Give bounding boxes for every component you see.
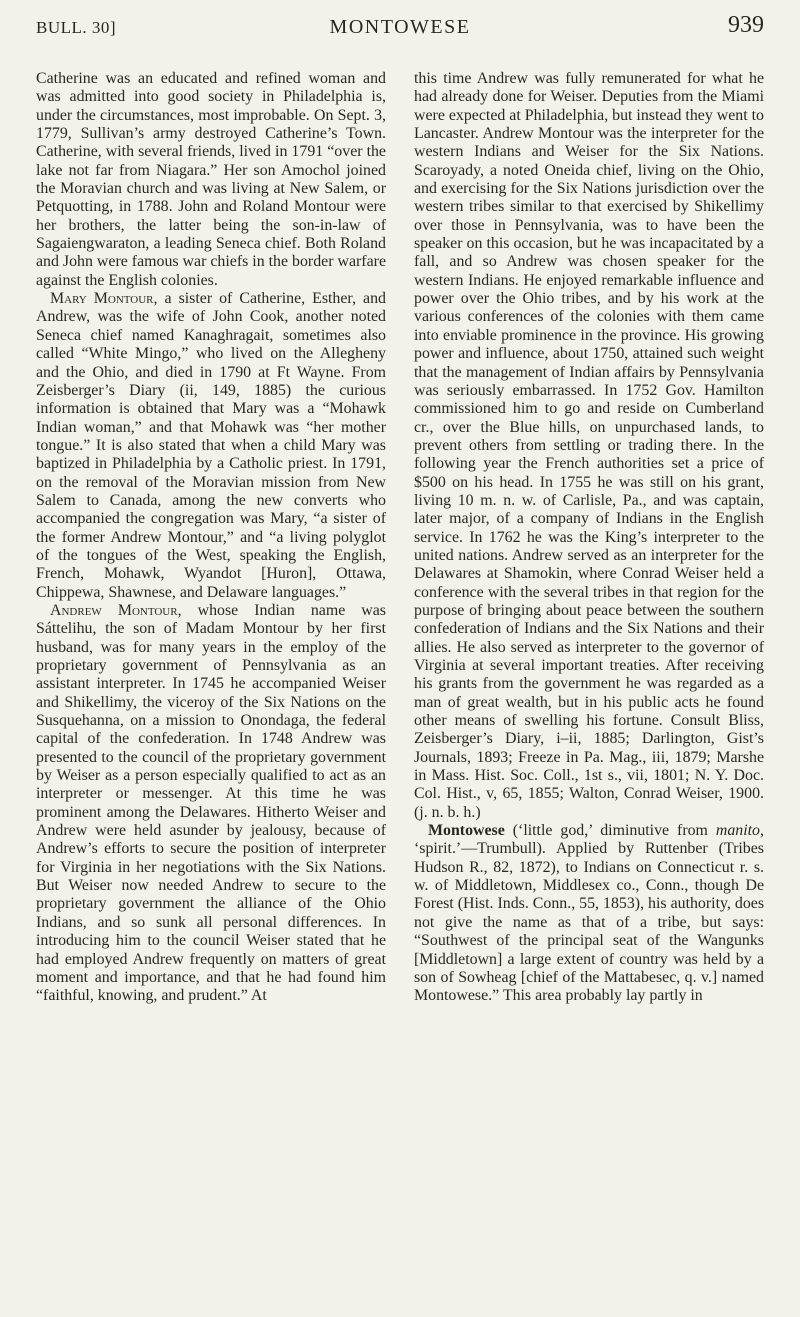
running-header [36, 10, 764, 50]
paragraph-mary-montour [36, 290, 386, 602]
paragraph-body: a sister of Catherine, Esther, and Andrew, was the wife of John Cook, another noted Seneca chief named Kanaghragait, sometimes also called “White Mingo,” who lived on the Allegheny and the Ohio, and died in 1790 at Ft Wayne. From Zeisberger’s Diary (ii, 149, 1885) the curious information is obtained that Mary was a “Mohawk Indian woman,” and that Mohawk was “her mother tongue.” It is also stated that when a child Mary was baptized in Philadelphia by a Catholic priest. In 1791, on the removal of the Moravian mission from New Salem to Canada, among the new converts who accompanied the congregation was Mary, “a sister of the former Andrew Montour,” and “a living polyglot of the tongues of the West, speaking the English, French, Mohawk, Wyandot [Huron], Ottawa, Chippewa, Shawnese, and Delaware languages.” [36, 290, 386, 601]
paragraph-body: (‘little god,’ diminutive from [504, 822, 716, 840]
right-column [414, 70, 764, 1302]
bulletin-number: BULL. 30] [36, 18, 117, 37]
paragraph-body: whose Indian name was Sáttelihu, the son of Madam Montour by her first husband, was for many years in the employ of the proprietary government of Pennsylvania as an assistant interpreter. In 1745 he accompanied Weiser and Shikellimy, the viceroy of the Six Nations on the Susquehanna, on a mission to Onondaga, the federal capital of the confederation. In 1748 Andrew was presented to the council of the proprietary government by Weiser as a person especially qualified to act as an interpreter or messenger. At this time he was prominent among the Delawares. Hitherto Weiser and Andrew were held asunder by jealousy, because of Andrew’s efforts to secure the position of interpreter for Virginia in her negotiations with the Six Nations. But Weiser now needed Andrew to secure to the proprietary government the alliance of the Ohio Indians, and so sunk all personal differences. In introducing him to the council Weiser stated that he had employed Andrew frequently on matters of great moment and importance, and that he had found him “faithful, knowing, and prudent.” At [36, 601, 386, 1005]
left-column [36, 70, 386, 1302]
italic-term: manito [715, 822, 761, 840]
entry-heading-andrew: Andrew Montour, [50, 601, 182, 619]
page-number: 939 [728, 12, 764, 38]
paragraph-catherine: Catherine was an educated and refined woman and was admitted into good society in Philadelphia is, under the circumstances, most improbable. On Sept. 3, 1779, Sullivan’s army destroyed Catherine’s Town. Catherine, with several friends, lived in 1791 “over the lake not far from Niagara.” Her son Amochol joined the Moravian church and was living at New Salem, or Petquotting, in 1788. John and Roland Montour were her brothers, the latter being the son-in-law of Sagaiengwaraton, a leading Seneca chief. Both Roland and John were famous war chiefs in the border warfare against the English colonies. [36, 70, 386, 289]
paragraph-andrew-continued: this time Andrew was fully remunerated for what he had already done for Weiser. Deputies from the Miami were expected at Philadelphia, but instead they went to Lancaster. Andrew Montour was the interpreter for the western Indians and Weiser for the Six Nations. Scaroyady, a noted Oneida chief, living on the Ohio, and exercising for the Six Nations jurisdiction over the western tribes similar to that exercised by Shikellimy over those in Pennsylvania, was to have been the speaker on this occasion, but he was incapacitated by a fall, and so Andrew was chosen speaker for the western Indians. He enjoyed remarkable influence and power over the Ohio tribes, and by his work at the various conferences of the colonies with them came into enviable prominence in the province. His growing power and influence, about 1750, attained such weight that the management of Indian affairs by Pennsylvania was seriously embarrassed. In 1752 Gov. Hamilton commissioned him to go and reside on Cumberland cr., over the Blue hills, on unpurchased lands, to prevent others from settling or trading there. In the following year the French authorities set a price of $500 on his head. In 1755 he was still on his grant, living 10 m. n. w. of Carlisle, Pa., and was captain, later major, of a company of Indians in the English service. In 1762 he was the King’s interpreter to the united nations. Andrew served as an interpreter for the Delawares at Shamokin, where Conrad Weiser held a conference with the several tribes in that region for the purpose of bringing about peace between the southern confederation of Indians and the Six Nations and their allies. He also served as interpreter to the governor of Virginia at several important treaties. After receiving his grants from the government he was regarded as a man of great wealth, but in his public acts he found other means of swelling his fortune. Consult Bliss, Zeisberger’s Diary, i–ii, 1885; Darlington, Gist’s Journals, 1893; Freeze in Pa. Mag., iii, 1879; Marshe in Mass. Hist. Soc. Coll., 1st s., vii, 1801; N. Y. Doc. Col. Hist., v, 65, 1855; Walton, Conrad Weiser, 1900. (j. n. b. h.) [414, 70, 764, 821]
paragraph-andrew-montour [36, 602, 386, 1006]
entry-heading-montowese: Montowese [428, 822, 505, 840]
entry-heading-mary: Mary Montour, [50, 290, 158, 308]
paragraph-montowese [414, 822, 764, 1005]
paragraph-body: , ‘spirit.’—Trumbull). Applied by Ruttenber (Tribes Hudson R., 82, 1872), to Indians on Connecticut r. s. w. of Middletown, Middlesex co., Conn., though De Forest (Hist. Inds. Conn., 55, 1853), his authority, does not give the name as that of a tribe, but says: “Southwest of the principal seat of the Wangunks [Middletown] a large extent of country was held by a son of Sowheag [chief of the Mattabesec, q. v.] named Montowese.” This area probably lay partly in [414, 822, 764, 1005]
text-columns [36, 70, 764, 1302]
running-title: MONTOWESE [329, 16, 471, 38]
